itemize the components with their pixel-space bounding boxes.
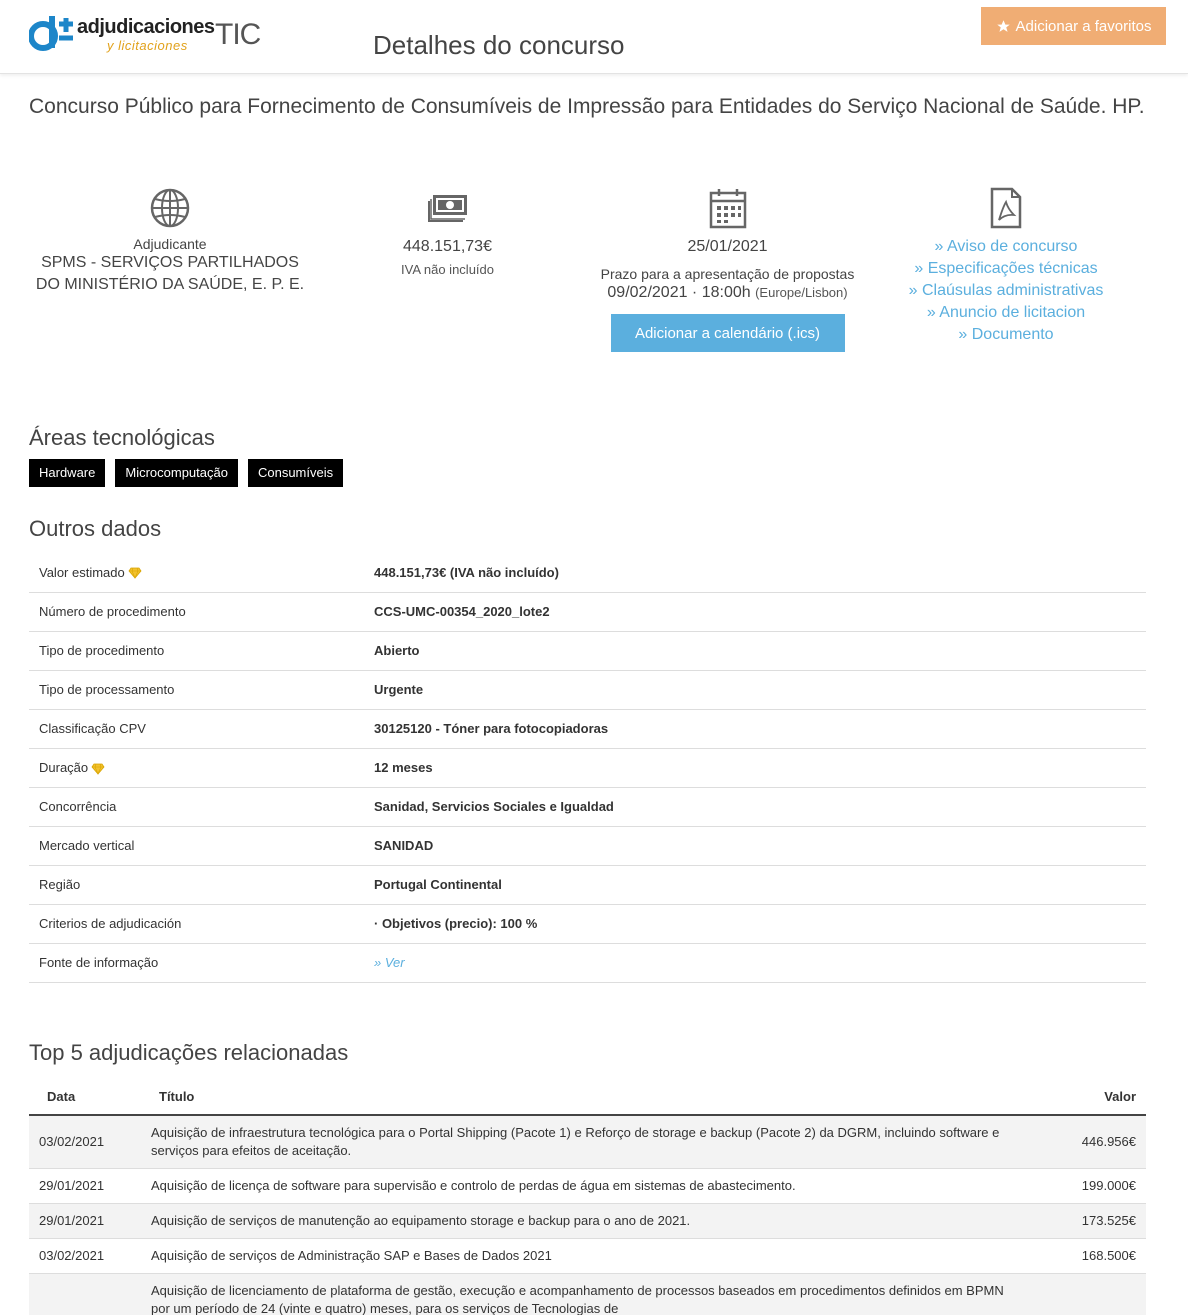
adjudicante-block: [30, 186, 310, 296]
logo-word-tic: TIC: [215, 18, 261, 51]
row-value: SANIDAD: [364, 826, 1146, 865]
logo-word-adjudicaciones: adjudicaciones: [77, 16, 215, 38]
table-row: [29, 553, 1146, 592]
row-key: Tipo de procedimento: [29, 631, 364, 670]
table-row: [29, 826, 1146, 865]
row-value: Abierto: [364, 631, 1146, 670]
table-row: [29, 787, 1146, 826]
row-title[interactable]: Aquisição de serviços de manutenção ao equipamento storage e backup para o ano de 2021.: [141, 1204, 1036, 1239]
table-row[interactable]: [29, 1115, 1146, 1169]
row-date: 03/02/2021: [29, 1115, 141, 1169]
tag-microcomputacao[interactable]: Microcomputação: [115, 459, 238, 487]
top5-heading: Top 5 adjudicações relacionadas: [29, 1040, 349, 1065]
row-value: 30125120 - Tóner para fotocopiadoras: [364, 709, 1146, 748]
row-value: Sanidad, Servicios Sociales e Igualdad: [364, 787, 1146, 826]
row-date: [29, 1274, 141, 1315]
outros-heading: Outros dados: [29, 516, 162, 541]
pdf-file-icon: [990, 187, 1022, 229]
row-value: 173.525€: [1036, 1204, 1146, 1239]
row-value: 168.500€: [1036, 1239, 1146, 1274]
page-title: Detalhes do concurso: [373, 30, 625, 60]
top5-table: [29, 1079, 1146, 1315]
table-row: [29, 904, 1146, 943]
deadline-label: Prazo para a apresentação de propostas: [600, 266, 855, 282]
row-key: Tipo de processamento: [29, 670, 364, 709]
row-key: Classificação CPV: [29, 709, 364, 748]
row-title[interactable]: Aquisição de licença de software para supervisão e controlo de perdas de água em sistemas de abastecimento.: [141, 1169, 1036, 1204]
row-date: 29/01/2021: [29, 1204, 141, 1239]
tag-hardware[interactable]: Hardware: [29, 459, 105, 487]
logo-word-licitaciones: y licitaciones: [107, 38, 188, 53]
row-value: 448.151,73€ (IVA não incluído): [364, 553, 1146, 592]
col-header-date[interactable]: Data: [29, 1079, 141, 1115]
outros-table: [29, 553, 1146, 983]
row-value: [1036, 1274, 1146, 1315]
row-title[interactable]: Aquisição de serviços de Administração SAP e Bases de Dados 2021: [141, 1239, 1036, 1274]
row-value: Urgente: [364, 670, 1146, 709]
source-link[interactable]: » Ver: [374, 955, 405, 970]
table-row[interactable]: [29, 1204, 1146, 1239]
logo-mark-icon: [29, 10, 75, 54]
table-row[interactable]: [29, 1169, 1146, 1204]
deadline-value: 09/02/2021 · 18:00h: [607, 284, 751, 301]
amount-vat-note: IVA não incluído: [401, 262, 494, 277]
row-key: Valor estimado: [39, 564, 125, 580]
row-title[interactable]: Aquisição de infraestrutura tecnológica para o Portal Shipping (Pacote 1) e Reforço de storage e backup (Pacote 2) da DGRM, incluindo software e serviços para efeitos de aceitação.: [141, 1115, 1036, 1169]
tag-list: [29, 459, 343, 487]
col-header-value[interactable]: Valor: [1036, 1079, 1146, 1115]
top-header: [0, 0, 1188, 74]
money-icon: [427, 193, 469, 223]
doc-link-clausulas[interactable]: » Claúsulas administrativas: [908, 282, 1104, 299]
table-row: [29, 943, 1146, 982]
table-header-row: [29, 1079, 1146, 1115]
row-key: Região: [29, 865, 364, 904]
adjudicante-label: Adjudicante: [133, 236, 207, 252]
date-block: [580, 186, 875, 352]
row-key: Duração: [39, 760, 89, 775]
adjudicante-name-line2: DO MINISTÉRIO DA SAÚDE, E. P. E.: [35, 276, 305, 293]
row-value: 12 meses: [364, 748, 1146, 787]
site-logo[interactable]: [29, 10, 259, 54]
gem-icon: [91, 763, 105, 775]
documents-block: [890, 186, 1122, 346]
row-key: Concorrência: [29, 787, 364, 826]
table-row: [29, 709, 1146, 748]
row-value: 199.000€: [1036, 1169, 1146, 1204]
col-header-title[interactable]: Título: [141, 1079, 1036, 1115]
add-calendar-button[interactable]: Adicionar a calendário (.ics): [611, 314, 845, 352]
add-favorite-button[interactable]: [981, 7, 1166, 45]
doc-link-anuncio[interactable]: » Anuncio de licitacion: [926, 304, 1086, 321]
table-row[interactable]: [29, 1239, 1146, 1274]
areas-heading: Áreas tecnológicas: [29, 425, 215, 450]
row-date: 03/02/2021: [29, 1239, 141, 1274]
table-row: [29, 748, 1146, 787]
publication-date: 25/01/2021: [687, 238, 768, 255]
row-key: Mercado vertical: [29, 826, 364, 865]
row-value: Portugal Continental: [364, 865, 1146, 904]
table-row: [29, 670, 1146, 709]
table-row[interactable]: [29, 1274, 1146, 1315]
add-favorite-label: Adicionar a favoritos: [1015, 17, 1152, 35]
globe-icon: [150, 188, 190, 228]
doc-link-especificacoes[interactable]: » Especificações técnicas: [914, 260, 1098, 277]
adjudicante-name-line1: SPMS - SERVIÇOS PARTILHADOS: [41, 254, 299, 271]
row-key: Número de procedimento: [29, 592, 364, 631]
doc-link-documento[interactable]: » Documento: [958, 326, 1054, 343]
row-value: CCS-UMC-00354_2020_lote2: [364, 592, 1146, 631]
gem-icon: [128, 567, 142, 579]
row-value: 446.956€: [1036, 1115, 1146, 1169]
table-row: [29, 592, 1146, 631]
table-row: [29, 865, 1146, 904]
row-value: · Objetivos (precio): 100 %: [364, 904, 1146, 943]
row-key: Criterios de adjudicación: [29, 904, 364, 943]
amount-block: [360, 186, 535, 277]
row-title[interactable]: Aquisição de licenciamento de plataforma de gestão, execução e acompanhamento de processos baseados em procedimentos definidos em BPMN por um período de 24 (vinte e quatro) meses, para os serviços de Tecnologias de: [141, 1274, 1036, 1315]
tender-title: Concurso Público para Fornecimento de Consumíveis de Impressão para Entidades do Serviço Nacional de Saúde. HP.: [29, 95, 1145, 118]
tag-consumiveis[interactable]: Consumíveis: [248, 459, 343, 487]
row-key: Fonte de informação: [29, 943, 364, 982]
row-date: 29/01/2021: [29, 1169, 141, 1204]
deadline-timezone: (Europe/Lisbon): [755, 285, 848, 300]
star-icon: [996, 19, 1011, 34]
calendar-icon: [709, 187, 747, 229]
doc-link-aviso[interactable]: » Aviso de concurso: [934, 238, 1078, 255]
amount-value: 448.151,73€: [403, 238, 492, 255]
table-row: [29, 631, 1146, 670]
